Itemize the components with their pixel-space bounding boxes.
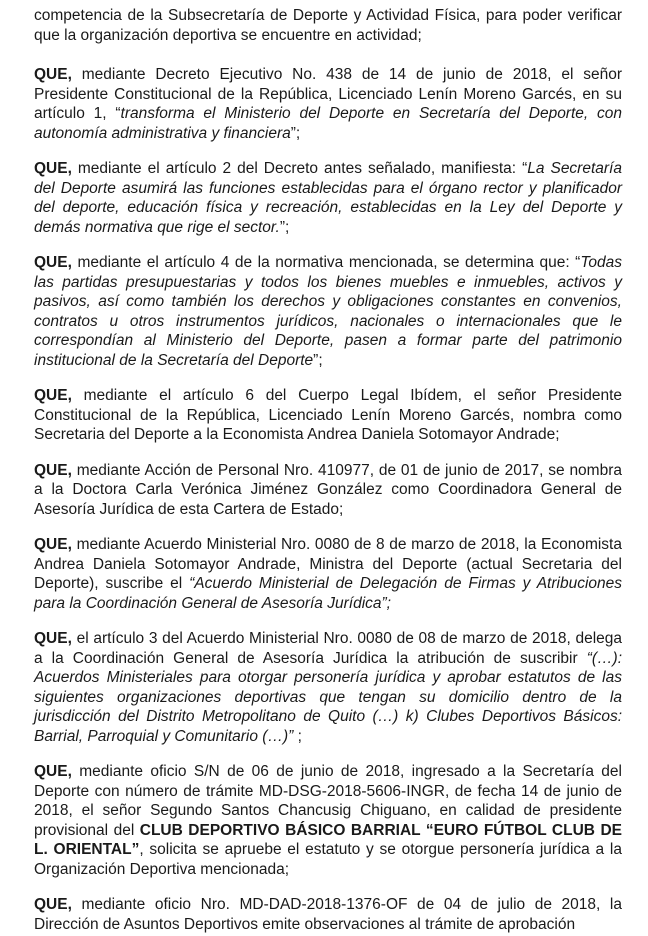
paragraph-articulo-2 bbox=[34, 159, 622, 237]
paragraph-text: ”; bbox=[290, 124, 301, 142]
que-heading: QUE, bbox=[34, 536, 72, 553]
paragraph-acuerdo-0080 bbox=[34, 535, 622, 613]
paragraph-text: mediante oficio S/N de 06 de junio de 2018, ingresado a la Secretaría del Deporte con número de trámite MD-DSG-2018-5606-INGR, de fecha 14 de junio de 2018, el señor Segundo Santos Chancusig Chiguano, en calidad de presidente provisional del bbox=[34, 763, 622, 839]
paragraph-competencia bbox=[34, 6, 622, 45]
que-heading: QUE, bbox=[34, 254, 72, 271]
paragraph-text: competencia de la Subsecretaría de Deporte y Actividad Física, para poder verificar que la organización deportiva se encuentre en actividad; bbox=[34, 7, 622, 44]
paragraph-text: ”; bbox=[313, 351, 323, 369]
paragraph-text: mediante Acuerdo Ministerial Nro. 0080 de 8 de marzo de 2018, la Economista Andrea Daniela Sotomayor Andrade, Ministra del Deporte (actual Secretaria del Deporte), suscribe el bbox=[34, 536, 622, 592]
que-heading: QUE, bbox=[34, 66, 72, 83]
que-heading: QUE, bbox=[34, 461, 72, 479]
paragraph-articulo-6 bbox=[34, 386, 622, 445]
que-heading: QUE, bbox=[34, 896, 72, 913]
quoted-text: Todas las partidas presupuestarias y todos los bienes muebles e inmuebles, activos y pasivos, así como también los derechos y obligaciones constantes en convenios, contratos u otros instrumentos jurídicos, nacionales o internacionales que le correspondían al Ministerio del Deporte, pasen a formar parte del patrimonio institucional de la Secretaría del Deporte bbox=[34, 254, 622, 369]
que-heading: QUE, bbox=[34, 763, 72, 780]
que-heading: QUE, bbox=[34, 630, 72, 647]
club-name: CLUB DEPORTIVO BÁSICO BARRIAL “EURO FÚTBOL CLUB DE L. ORIENTAL” bbox=[34, 821, 622, 858]
quoted-text: La Secretaría del Deporte asumirá las funciones establecidas para el órgano rector y planificador del deporte, educación física y recreación, establecidas en la Ley del Deporte y demás normativa que rige el sector. bbox=[34, 160, 622, 236]
paragraph-text: mediante Decreto Ejecutivo No. 438 de 14 de junio de 2018, el señor Presidente Constitucional de la República, Licenciado Lenín Moreno Garcés, en su artículo 1, “ bbox=[34, 66, 622, 122]
paragraph-text: mediante el artículo 6 del Cuerpo Legal Ibídem, el señor Presidente Constitucional de la República, Licenciado Lenín Moreno Garcés, nombra como Secretaria del Deporte a la Economista Andrea Daniela Sotomayor Andrade; bbox=[34, 387, 622, 443]
paragraph-articulo-3 bbox=[34, 629, 622, 746]
que-heading: QUE, bbox=[34, 387, 72, 404]
quoted-text: “Acuerdo Ministerial de Delegación de Firmas y Atribuciones para la Coordinación General de Asesoría Jurídica”; bbox=[34, 575, 622, 612]
paragraph-text: el artículo 3 del Acuerdo Ministerial Nro. 0080 de 08 de marzo de 2018, delega a la Coordinación General de Asesoría Jurídica la atribución de suscribir bbox=[34, 630, 622, 667]
paragraph-articulo-4 bbox=[34, 253, 622, 370]
paragraph-text: ”; bbox=[279, 218, 290, 236]
paragraph-oficio-sn bbox=[34, 762, 622, 879]
paragraph-decreto-438 bbox=[34, 65, 622, 143]
paragraph-oficio-1376 bbox=[34, 895, 622, 934]
paragraph-text: mediante Acción de Personal Nro. 410977, de 01 de junio de 2017, se nombra a la Doctora Carla Verónica Jiménez González como Coordinadora General de Asesoría Jurídica de esta Cartera de Estado; bbox=[34, 461, 622, 518]
quoted-text: transforma el Ministerio del Deporte en Secretaría del Deporte, con autonomía administrativa y financiera bbox=[34, 105, 623, 142]
que-heading: QUE, bbox=[34, 160, 72, 177]
quoted-text: “(…): Acuerdos Ministeriales para otorgar personería jurídica y aprobar estatutos de las siguientes organizaciones deportivas que tengan su domicilio dentro de la jurisdicción del Distrito Metropolitano de Quito (…) k) Clubes Deportivos Básicos: Barrial, Parroquial y Comunitario (…)” bbox=[34, 649, 622, 745]
paragraph-text: mediante el artículo 2 del Decreto antes señalado, manifiesta: “ bbox=[71, 160, 528, 177]
paragraph-text: mediante oficio Nro. MD-DAD-2018-1376-OF de 04 de julio de 2018, la Dirección de Asuntos Deportivos emite observaciones al trámite de aprobación bbox=[34, 896, 622, 933]
paragraph-text: , solicita se apruebe el estatuto y se otorgue personería jurídica a la Organización Deportiva mencionada; bbox=[34, 841, 622, 878]
paragraph-text: mediante el artículo 4 de la normativa mencionada, se determina que: “ bbox=[71, 254, 581, 271]
paragraph-text: ; bbox=[293, 727, 302, 745]
paragraph-accion-personal bbox=[34, 461, 622, 520]
